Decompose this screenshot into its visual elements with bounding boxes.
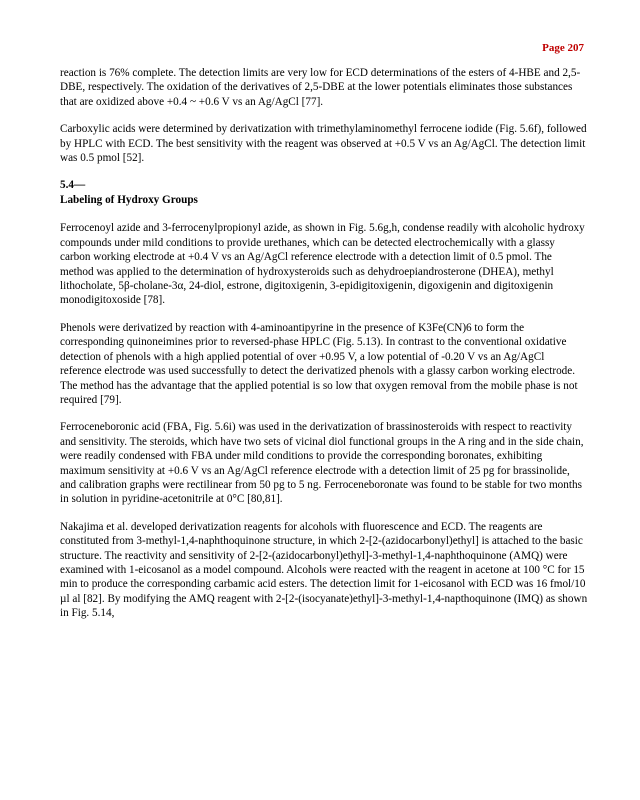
paragraph: Nakajima et al. developed derivatization reagents for alcohols with fluorescence and ECD. The reagents are constituted from 3-methyl-1,4-naphthoquinone structure, in which 2-[2-(azidocarbonyl)ethyl] is attached to the basic structure. The reactivity and sensitivity of 2-[2-(azidocarbonyl)ethyl]-3-methyl-1,4-naphthoquinone (AMQ) were examined with 1-eicosanol as a model compound. Alcohols were reacted with the reagent in acetone at 100 °C for 15 min to produce the corresponding carbamic acid esters. The detection limit for 1-eicosanol with ECD was 16 fmol/10 µl al [82]. By modifying the AMQ reagent with 2-[2-(isocyanate)ethyl]-3-methyl-1,4-napthoquinone (IMQ) as shown in Fig. 5.14, (60, 520, 588, 620)
paragraph: Ferrocenoyl azide and 3-ferrocenylpropionyl azide, as shown in Fig. 5.6g,h, condense readily with alcoholic hydroxy compounds under mild conditions to provide urethanes, which can be detected electrochemically with a glassy carbon working electrode at +0.4 V vs an Ag/AgCl reference electrode with a detection limit of 0.5 pmol. The method was applied to the determination of hydroxysteroids such as dehydroepiandrosterone (DHEA), methyl lithocholate, 5β-cholane-3α, 24-diol, estrone, digitoxigenin, 3-epidigitoxigenin, digoxigenin and digitoxigenin monodigitoxoside [78]. (60, 222, 585, 307)
section-heading (60, 178, 588, 208)
page-content (60, 66, 588, 634)
page-number: Page 207 (542, 42, 584, 54)
paragraph: Ferroceneboronic acid (FBA, Fig. 5.6i) was used in the derivatization of brassinosteroids with respect to reactivity and sensitivity. The steroids, which have two sets of vicinal diol functional groups in the A ring and in the side chain, were readily condensed with FBA under mild conditions to provide the corresponding boronates, exhibiting maximum sensitivity at +0.6 V vs an Ag/AgCl reference electrode with a detection limit of 25 pg for brassinolide, and calibration graphs were rectilinear from 50 pg to 5 ng. Ferroceneboronate was found to be stable for two months in solution in pyridine-acetonitrile at 0°C [80,81]. (60, 421, 584, 506)
paragraph: Phenols were derivatized by reaction with 4-aminoantipyrine in the presence of K3Fe(CN)6 to form the corresponding quinoneimines prior to reversed-phase HPLC (Fig. 5.13). In contrast to the conventional oxidative detection of phenols with a high applied potential of over +0.95 V, a low potential of -0.20 V vs an Ag/AgCl reference electrode was used successfully to detect the derivatized phenols with a glassy carbon working electrode. The method has the advantage that the applied potential is so low that oxygen removal from the mobile phase is not required [79]. (60, 321, 578, 406)
paragraph: Carboxylic acids were determined by derivatization with trimethylaminomethyl ferrocene iodide (Fig. 5.6f), followed by HPLC with ECD. The best sensitivity with the reagent was observed at +0.5 V vs an Ag/AgCl. The detection limit was 0.5 pmol [52]. (60, 123, 587, 165)
paragraph: reaction is 76% complete. The detection limits are very low for ECD determinations of the esters of 4-HBE and 2,5-DBE, respectively. The oxidation of the derivatives of 2,5-DBE at the lower potentials eliminates those substances that are oxidized above +0.4 ~ +0.6 V vs an Ag/AgCl [77]. (60, 67, 581, 108)
section-number: 5.4— (60, 179, 86, 192)
section-title: Labeling of Hydroxy Groups (60, 194, 198, 207)
